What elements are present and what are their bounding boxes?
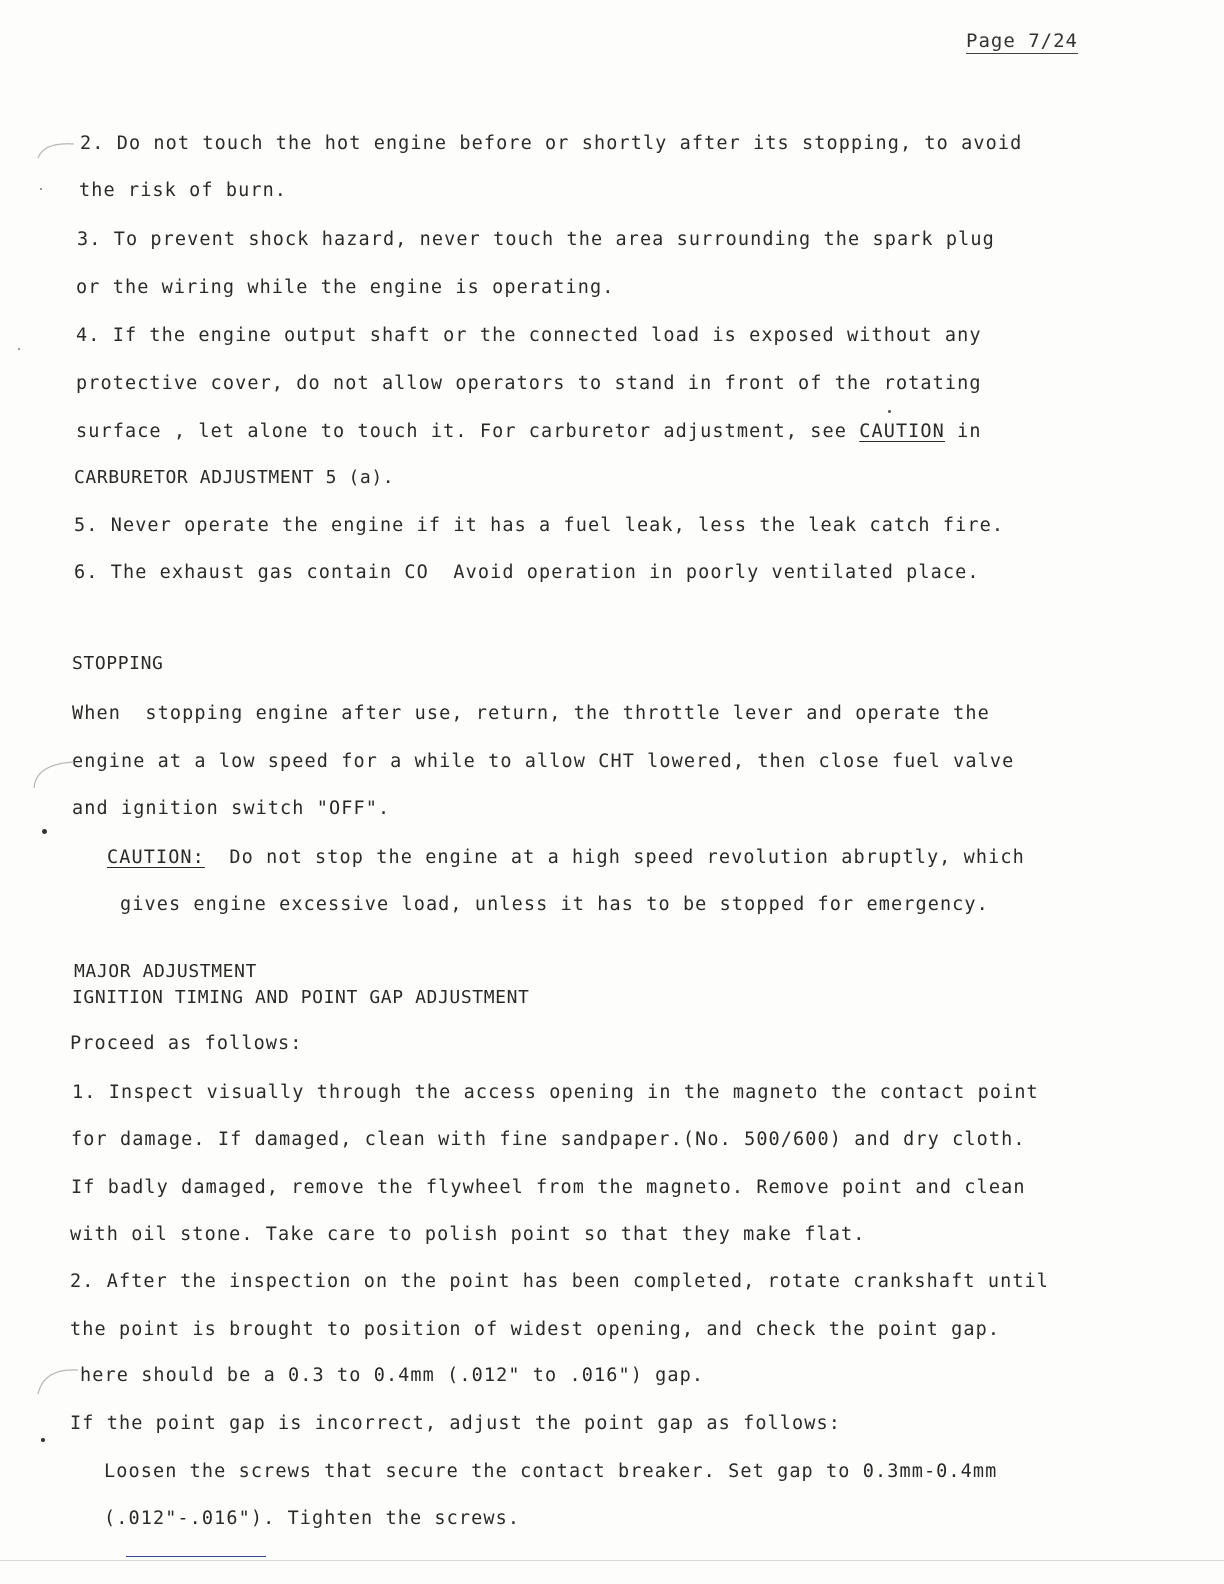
- sub-step-line-1: Loosen the screws that secure the contact breaker. Set gap to 0.3mm-0.4mm: [104, 1461, 998, 1482]
- step-1-line-1: 1. Inspect visually through the access opening in the magneto the contact point: [72, 1082, 1039, 1103]
- step-2-line-1: 2. After the inspection on the point has been completed, rotate crankshaft until: [70, 1271, 1050, 1292]
- scan-dot-4: [18, 348, 20, 350]
- safety-item-4-line-1: 4. If the engine output shaft or the connected load is exposed without any: [76, 325, 982, 346]
- safety-item-5: 5. Never operate the engine if it has a fuel leak, less the leak catch fire.: [74, 515, 1005, 536]
- margin-pencil-mark-top: [36, 136, 76, 166]
- sub-step-line-2: (.012"-.016"). Tighten the screws.: [104, 1508, 521, 1529]
- safety-item-3-line-2: or the wiring while the engine is operating.: [76, 277, 615, 298]
- safety-item-3-line-1: 3. To prevent shock hazard, never touch the area surrounding the spark plug: [77, 229, 995, 250]
- step-1-line-4: with oil stone. Take care to polish point so that they make flat.: [70, 1224, 866, 1245]
- safety-item-4-line-3-text: surface , let alone to touch it. For carburetor adjustment, see: [76, 421, 860, 442]
- step-2-line-3: here should be a 0.3 to 0.4mm (.012" to .016") gap.: [80, 1365, 705, 1386]
- safety-item-4-line-2: protective cover, do not allow operators to stand in front of the rotating: [76, 373, 982, 394]
- major-adjustment-heading: MAJOR ADJUSTMENT: [74, 961, 257, 982]
- bottom-edge-line: [0, 1560, 1224, 1561]
- scan-dot-2: [41, 1438, 45, 1442]
- proceed-intro: Proceed as follows:: [70, 1033, 303, 1054]
- margin-pencil-mark-middle: [30, 752, 76, 792]
- page-number: Page 7/24: [966, 30, 1078, 52]
- safety-item-4-line-4: CARBURETOR ADJUSTMENT 5 (a).: [74, 467, 395, 488]
- margin-pencil-mark-bottom: [34, 1358, 80, 1398]
- step-2-line-2: the point is brought to position of widest opening, and check the point gap.: [70, 1319, 1001, 1340]
- gap-incorrect-line: If the point gap is incorrect, adjust the point gap as follows:: [70, 1413, 841, 1434]
- ignition-timing-heading: IGNITION TIMING AND POINT GAP ADJUSTMENT: [72, 987, 530, 1008]
- stopping-line-3: and ignition switch "OFF".: [72, 798, 391, 819]
- safety-item-2-line-1: 2. Do not touch the hot engine before or shortly after its stopping, to avoid: [80, 133, 1023, 154]
- scan-dot-1: [42, 829, 47, 834]
- stopping-heading: STOPPING: [72, 653, 164, 674]
- stopping-line-1: When stopping engine after use, return, the throttle lever and operate the: [72, 703, 990, 724]
- caution-reference: CAUTION: [859, 421, 945, 442]
- step-1-line-2: for damage. If damaged, clean with fine sandpaper.(No. 500/600) and dry cloth.: [71, 1129, 1026, 1150]
- caution-text: Do not stop the engine at a high speed revolution abruptly, which: [204, 847, 1025, 868]
- safety-item-6: 6. The exhaust gas contain CO Avoid operation in poorly ventilated place.: [74, 562, 980, 583]
- bottom-blue-rule: [126, 1556, 266, 1557]
- safety-item-4-line-3: [76, 420, 982, 444]
- scan-dot-5: [888, 410, 891, 413]
- caution-block-line-1: [107, 846, 1025, 870]
- safety-item-2-line-2: the risk of burn.: [79, 180, 288, 201]
- step-1-line-3: If badly damaged, remove the flywheel from the magneto. Remove point and clean: [71, 1177, 1026, 1198]
- caution-label: CAUTION:: [107, 847, 205, 868]
- safety-item-4-line-3-end: in: [944, 421, 982, 442]
- stopping-line-2: engine at a low speed for a while to allow CHT lowered, then close fuel valve: [72, 751, 1015, 772]
- caution-block-line-2: gives engine excessive load, unless it has to be stopped for emergency.: [120, 894, 989, 915]
- scan-dot-3: [40, 188, 42, 190]
